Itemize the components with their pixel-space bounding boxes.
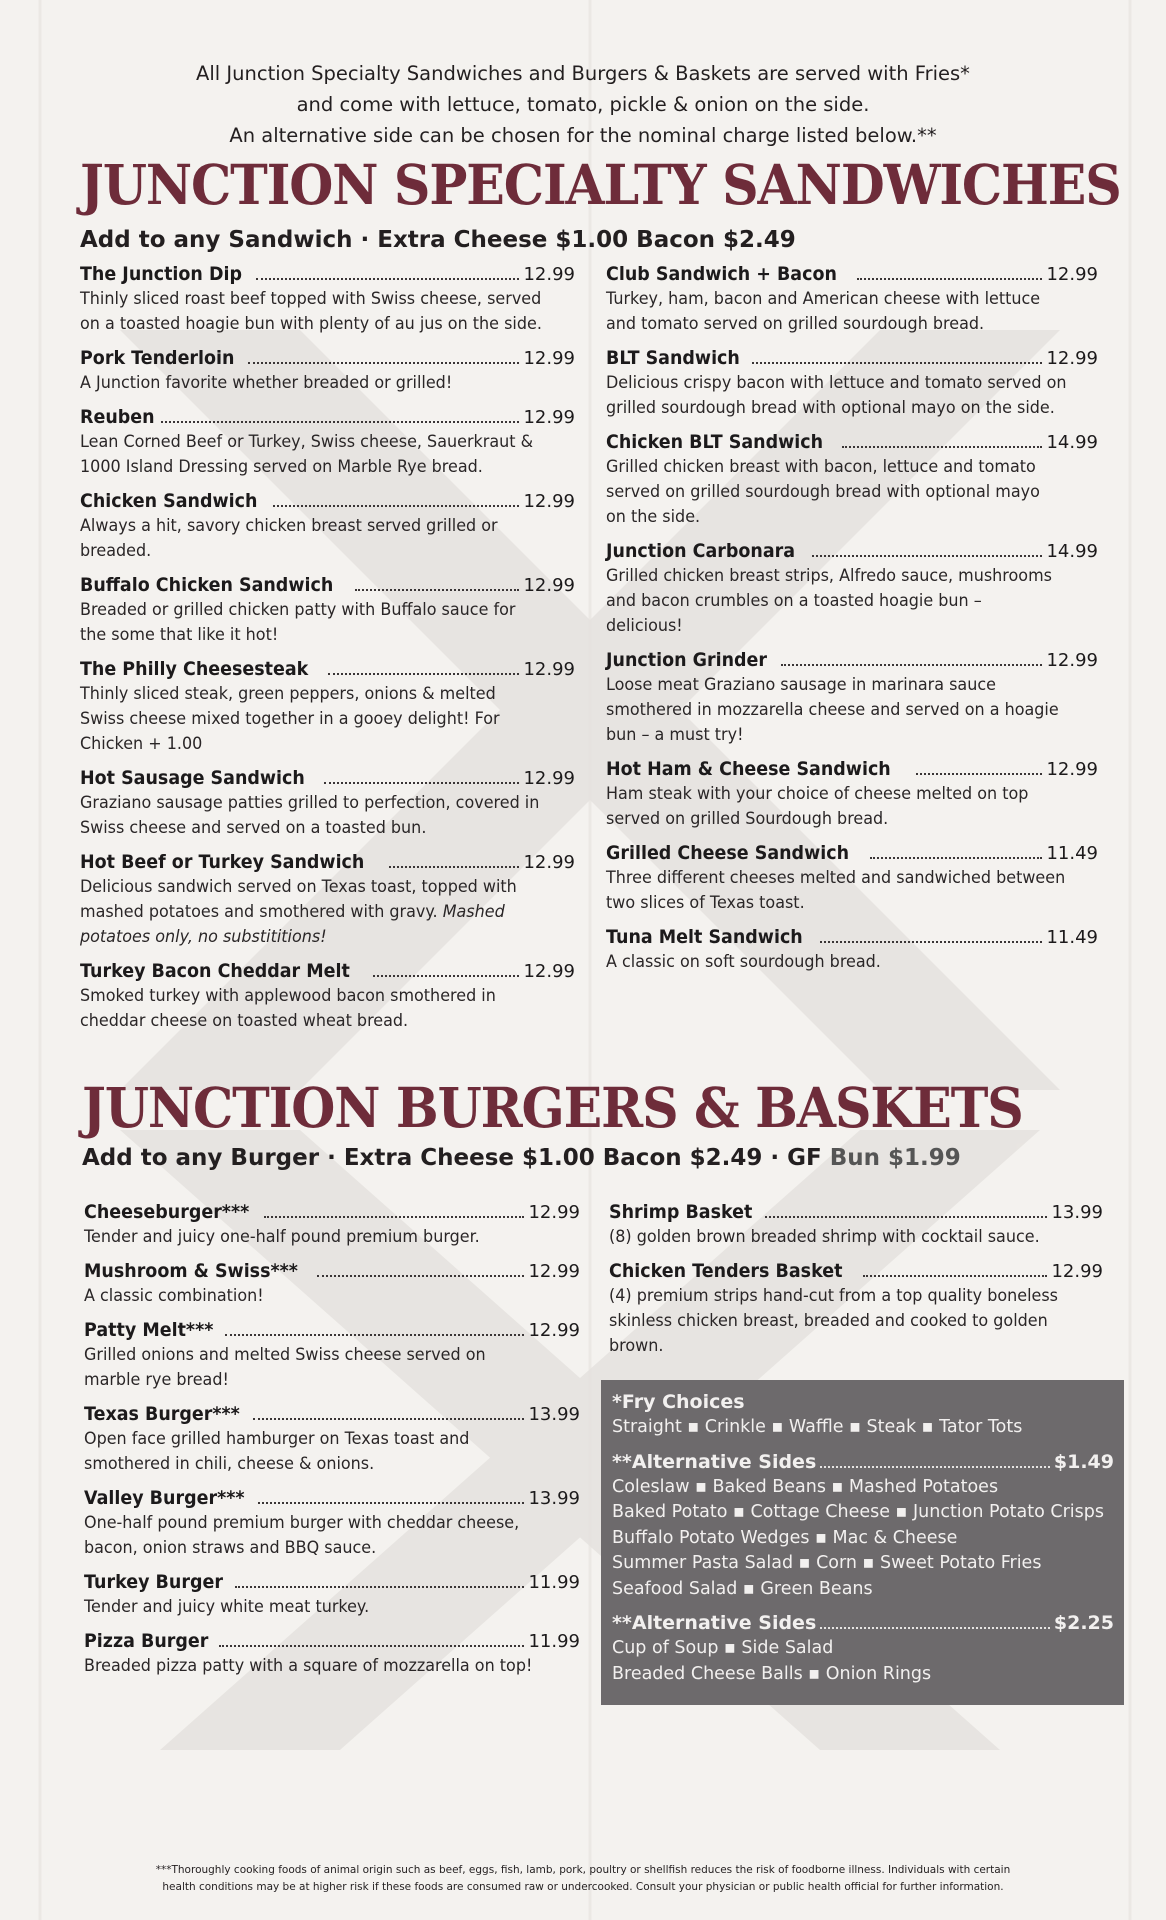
- alt-sides-list-1: [612, 1475, 1114, 1603]
- menu-item: [80, 959, 575, 1034]
- side-options-line: Baked Potato ▪ Cottage Cheese ▪ Junction Potato Crisps: [612, 1502, 1104, 1522]
- menu-item-description: Lean Corned Beef or Turkey, Swiss cheese, Sauerkraut &: [80, 432, 534, 452]
- leader-dots: [820, 941, 1043, 943]
- sandwiches-addon: Add to any Sandwich · Extra Cheese $1.00 Bacon $2.49: [80, 227, 796, 253]
- menu-item: [80, 657, 575, 757]
- menu-item-header: [606, 648, 1098, 673]
- menu-item-header: [84, 1486, 580, 1511]
- menu-item-header: [80, 850, 575, 875]
- fry-choices-list: Straight ▪ Crinkle ▪ Waffle ▪ Steak ▪ Tator Tots: [612, 1417, 1023, 1437]
- menu-item-name: Hot Ham & Cheese Sandwich: [606, 758, 891, 780]
- menu-item-header: [84, 1318, 580, 1343]
- menu-item-description: (8) golden brown breaded shrimp with cocktail sauce.: [609, 1227, 1040, 1247]
- fry-choices-group: [612, 1390, 1114, 1441]
- leader-dots: [258, 1502, 524, 1504]
- menu-item-description: Thinly sliced steak, green peppers, onions & melted: [80, 684, 496, 704]
- menu-item-name: Junction Grinder: [606, 649, 768, 671]
- menu-item-price: 12.99: [1046, 650, 1098, 671]
- menu-item-header: [606, 841, 1098, 866]
- menu-item-name: Junction Carbonara: [606, 540, 796, 562]
- menu-item-description: Delicious crispy bacon with lettuce and tomato served on: [606, 373, 1067, 393]
- disclaimer-line: health conditions may be at higher risk if these foods are consumed raw or undercooked. Consult your physician or public health official for further information.: [162, 1881, 1004, 1893]
- menu-item-price: 12.99: [528, 1261, 580, 1282]
- side-options-line: Summer Pasta Salad ▪ Corn ▪ Sweet Potato Fries: [612, 1553, 1042, 1573]
- menu-item-header: [84, 1200, 580, 1225]
- menu-item-note: potatoes only, no substititions!: [80, 927, 327, 947]
- menu-item-description: Always a hit, savory chicken breast served grilled or: [80, 516, 498, 536]
- menu-item-description: and tomato served on grilled sourdough bread.: [606, 314, 985, 334]
- menu-item-name: BLT Sandwich: [606, 347, 740, 369]
- alt-sides-heading: **Alternative Sides: [612, 1612, 817, 1634]
- menu-item-name: Grilled Cheese Sandwich: [606, 842, 850, 864]
- intro-line: and come with lettuce, tomato, pickle & onion on the side.: [296, 93, 870, 116]
- menu-item-price: 12.99: [523, 659, 575, 680]
- menu-item: [80, 405, 575, 480]
- menu-item: [80, 489, 575, 564]
- menu-item-name: Hot Beef or Turkey Sandwich: [80, 851, 365, 873]
- menu-item: [609, 1200, 1103, 1250]
- menu-item: [80, 573, 575, 648]
- menu-item-name: Shrimp Basket: [609, 1201, 753, 1223]
- menu-item: [84, 1200, 580, 1250]
- menu-item: [80, 262, 575, 337]
- menu-item-description: A classic on soft sourdough bread.: [606, 952, 881, 972]
- menu-item-description: Tender and juicy one-half pound premium burger.: [84, 1227, 480, 1247]
- menu-item-price: 13.99: [528, 1404, 580, 1425]
- menu-item: [84, 1259, 580, 1309]
- menu-item-price: 12.99: [1051, 1261, 1103, 1282]
- leader-dots: [781, 664, 1042, 666]
- menu-item-price: 12.99: [523, 491, 575, 512]
- menu-item-price: 12.99: [1046, 759, 1098, 780]
- intro-line: All Junction Specialty Sandwiches and Burgers & Baskets are served with Fries*: [196, 62, 970, 85]
- menu-item-description: Loose meat Graziano sausage in marinara sauce: [606, 675, 996, 695]
- sandwiches-right-column: [606, 262, 1098, 984]
- fry-choices-title: [612, 1390, 1114, 1415]
- menu-item-description: smothered in mozzarella cheese and served on a hoagie: [606, 700, 1059, 720]
- alt-sides-list-2: [612, 1636, 1114, 1687]
- menu-item: [84, 1570, 580, 1620]
- health-disclaimer: [0, 1862, 1166, 1896]
- menu-item: [606, 346, 1098, 421]
- menu-item-price: 12.99: [523, 768, 575, 789]
- menu-item-description: skinless chicken breast, breaded and cooked to golden: [609, 1311, 1048, 1331]
- menu-item-description: [80, 900, 545, 925]
- menu-item-header: [606, 539, 1098, 564]
- menu-item-price: 12.99: [523, 852, 575, 873]
- alt-sides-group-2: [612, 1611, 1114, 1687]
- leader-dots: [389, 866, 519, 868]
- menu-item-description: One-half pound premium burger with cheddar cheese,: [84, 1513, 520, 1533]
- menu-item-price: 11.99: [528, 1572, 580, 1593]
- menu-item-header: [606, 757, 1098, 782]
- menu-item: [606, 841, 1098, 916]
- menu-item-price: 11.99: [528, 1631, 580, 1652]
- leader-dots: [812, 555, 1043, 557]
- menu-item-description: Graziano sausage patties grilled to perfection, covered in: [80, 793, 540, 813]
- burgers-addon-gf: Bun $1.99: [829, 1145, 961, 1171]
- side-options-line: Cup of Soup ▪ Side Salad: [612, 1638, 834, 1658]
- leader-dots: [225, 1334, 525, 1336]
- intro-text: [0, 58, 1166, 151]
- leader-dots: [317, 1275, 525, 1277]
- menu-item-price: 11.49: [1046, 927, 1098, 948]
- burgers-title: JUNCTION BURGERS & BASKETS: [82, 1075, 1023, 1140]
- menu-item-header: [80, 657, 575, 682]
- leader-dots: [235, 1586, 524, 1588]
- menu-item-name: Pork Tenderloin: [80, 347, 235, 369]
- leader-dots: [256, 278, 519, 280]
- side-options-line: Coleslaw ▪ Baked Beans ▪ Mashed Potatoes: [612, 1476, 999, 1497]
- menu-item-name: Reuben: [80, 406, 155, 428]
- menu-item-header: [80, 346, 575, 371]
- menu-item-price: 14.99: [1046, 432, 1098, 453]
- leader-dots: [161, 421, 519, 423]
- menu-item-name: Tuna Melt Sandwich: [606, 926, 803, 948]
- leader-dots: [870, 857, 1042, 859]
- menu-item-name: The Philly Cheesesteak: [80, 658, 309, 680]
- menu-item-description: breaded.: [80, 541, 152, 561]
- menu-item-description: served on grilled Sourdough bread.: [606, 809, 889, 829]
- menu-item-description: (4) premium strips hand-cut from a top quality boneless: [609, 1286, 1059, 1306]
- side-options-line: Seafood Salad ▪ Green Beans: [612, 1578, 873, 1599]
- alt-sides-group-1: [612, 1450, 1114, 1603]
- leader-dots: [842, 446, 1043, 448]
- menu-item-price: 13.99: [528, 1488, 580, 1509]
- menu-item-description: bacon, onion straws and BBQ sauce.: [84, 1538, 377, 1558]
- leader-dots: [253, 1418, 524, 1420]
- alt-sides-price: $2.25: [1053, 1612, 1114, 1634]
- burgers-left-column: [84, 1200, 580, 1688]
- leader-dots: [355, 589, 519, 591]
- sandwiches-left-column: [80, 262, 575, 1043]
- menu-item-name: Club Sandwich + Bacon: [606, 263, 837, 285]
- menu-item-description: Open face grilled hamburger on Texas toast and: [84, 1429, 470, 1449]
- menu-item-name: Hot Sausage Sandwich: [80, 767, 305, 789]
- menu-item-name: Turkey Bacon Cheddar Melt: [80, 960, 350, 982]
- menu-item-description: the some that like it hot!: [80, 625, 279, 645]
- menu-item-price: 12.99: [1046, 264, 1098, 285]
- menu-item-name: Chicken Sandwich: [80, 490, 258, 512]
- menu-item-header: [80, 573, 575, 598]
- menu-item-name: Patty Melt***: [84, 1319, 214, 1341]
- leader-dots: [916, 773, 1043, 775]
- menu-item-name: Buffalo Chicken Sandwich: [80, 574, 334, 596]
- menu-item-description: Breaded or grilled chicken patty with Buffalo sauce for: [80, 600, 516, 620]
- leader-dots: [328, 673, 519, 675]
- menu-item-name: The Junction Dip: [80, 263, 242, 285]
- menu-item-price: 11.49: [1046, 843, 1098, 864]
- leader-dots: [820, 1466, 1050, 1468]
- menu-item: [609, 1259, 1103, 1359]
- menu-item: [606, 430, 1098, 530]
- menu-item-name: Cheeseburger***: [84, 1201, 250, 1223]
- menu-item: [606, 648, 1098, 748]
- leader-dots: [820, 1627, 1050, 1629]
- menu-item-header: [80, 766, 575, 791]
- menu-item-description: Three different cheeses melted and sandwiched between: [606, 868, 1066, 888]
- menu-item-description: Turkey, ham, bacon and American cheese with lettuce: [606, 289, 1041, 309]
- menu-item-note: Mashed: [442, 902, 505, 922]
- menu-item-price: 12.99: [528, 1202, 580, 1223]
- menu-item-description: bun – a must try!: [606, 725, 744, 745]
- menu-item-header: [80, 405, 575, 430]
- menu-item-description: A Junction favorite whether breaded or grilled!: [80, 373, 453, 393]
- sides-box: [601, 1380, 1124, 1705]
- alt-sides-price: $1.49: [1053, 1450, 1114, 1473]
- menu-item: [606, 925, 1098, 975]
- side-options-line: Breaded Cheese Balls ▪ Onion Rings: [612, 1663, 932, 1684]
- menu-item: [84, 1318, 580, 1393]
- menu-item-name: Turkey Burger: [84, 1571, 223, 1593]
- menu-item-header: [606, 925, 1098, 950]
- menu-item-name: Pizza Burger: [84, 1630, 209, 1652]
- menu-item-description: A classic combination!: [84, 1286, 264, 1306]
- menu-item-description: 1000 Island Dressing served on Marble Rye bread.: [80, 457, 483, 477]
- menu-item-description: Thinly sliced roast beef topped with Swiss cheese, served: [80, 289, 542, 309]
- leader-dots: [273, 505, 520, 507]
- menu-item-header: [80, 489, 575, 514]
- menu-item-header: [606, 262, 1098, 287]
- menu-item-description: Chicken + 1.00: [80, 734, 203, 754]
- leader-dots: [324, 782, 519, 784]
- menu-item-description: delicious!: [606, 616, 683, 636]
- menu-item-price: 12.99: [523, 407, 575, 428]
- menu-item-description: Grilled chicken breast strips, Alfredo sauce, mushrooms: [606, 566, 1052, 586]
- leader-dots: [373, 975, 519, 977]
- menu-item-description-text: mashed potatoes and smothered with gravy.: [80, 902, 438, 922]
- menu-item-name: Valley Burger***: [84, 1487, 245, 1509]
- leader-dots: [264, 1216, 525, 1218]
- menu-item-header: [84, 1629, 580, 1654]
- menu-item-name: Chicken BLT Sandwich: [606, 431, 824, 453]
- menu-item-description: Swiss cheese and served on a toasted bun.: [80, 818, 427, 838]
- alt-sides-heading: **Alternative Sides: [612, 1450, 817, 1473]
- menu-item-description: [80, 925, 545, 950]
- menu-item-price: 12.99: [523, 348, 575, 369]
- menu-item-header: [84, 1402, 580, 1427]
- menu-item-description: Swiss cheese mixed together in a gooey delight! For: [80, 709, 500, 729]
- burgers-addon-text: Add to any Burger · Extra Cheese $1.00 Bacon $2.49 · GF: [82, 1145, 822, 1171]
- menu-item-price: 12.99: [523, 575, 575, 596]
- leader-dots: [248, 362, 520, 364]
- menu-item-description: brown.: [609, 1336, 664, 1356]
- disclaimer-line: ***Thoroughly cooking foods of animal origin such as beef, eggs, fish, lamb, pork, poultry or shellfish reduces the risk of foodborne illness. Individuals with certain: [155, 1864, 1011, 1876]
- side-options-line: Buffalo Potato Wedges ▪ Mac & Cheese: [612, 1527, 958, 1548]
- menu-item-description: Tender and juicy white meat turkey.: [84, 1597, 370, 1617]
- leader-dots: [765, 1216, 1048, 1218]
- leader-dots: [863, 1275, 1048, 1277]
- menu-item-description: Ham steak with your choice of cheese melted on top: [606, 784, 1029, 804]
- menu-item-description: cheddar cheese on toasted wheat bread.: [80, 1011, 409, 1031]
- menu-item-description: two slices of Texas toast.: [606, 893, 805, 913]
- fry-choices-heading: *Fry Choices: [612, 1391, 745, 1413]
- menu-item-price: 14.99: [1046, 541, 1098, 562]
- menu-item: [80, 346, 575, 396]
- menu-item: [606, 757, 1098, 832]
- menu-item-header: [609, 1259, 1103, 1284]
- menu-item-description: and bacon crumbles on a toasted hoagie bun –: [606, 591, 982, 611]
- menu-item-description: served on grilled sourdough bread with optional mayo: [606, 482, 1040, 502]
- menu-item-header: [609, 1200, 1103, 1225]
- menu-item: [80, 850, 575, 950]
- burgers-right-column: [609, 1200, 1103, 1368]
- alt-sides-title-1: [612, 1450, 1114, 1475]
- leader-dots: [752, 362, 1043, 364]
- menu-item: [80, 766, 575, 841]
- menu-item-description: Grilled onions and melted Swiss cheese served on: [84, 1345, 486, 1365]
- menu-item-description: on the side.: [606, 507, 701, 527]
- menu-item: [606, 539, 1098, 639]
- intro-line: An alternative side can be chosen for the nominal charge listed below.**: [229, 124, 937, 147]
- menu-item: [84, 1629, 580, 1679]
- menu-item-header: [606, 346, 1098, 371]
- menu-item-header: [606, 430, 1098, 455]
- menu-item-header: [84, 1570, 580, 1595]
- menu-item-name: Mushroom & Swiss***: [84, 1260, 298, 1282]
- menu-item-name: Texas Burger***: [84, 1403, 240, 1425]
- alt-sides-title-2: [612, 1611, 1114, 1636]
- menu-item-header: [80, 262, 575, 287]
- menu-item-description: grilled sourdough bread with optional mayo on the side.: [606, 398, 1055, 418]
- menu-item: [84, 1402, 580, 1477]
- menu-item-header: [80, 959, 575, 984]
- menu-item-description: on a toasted hoagie bun with plenty of au jus on the side.: [80, 314, 542, 334]
- menu-item-description: Breaded pizza patty with a square of mozzarella on top!: [84, 1656, 533, 1676]
- menu-item-price: 12.99: [528, 1320, 580, 1341]
- menu-item: [606, 262, 1098, 337]
- menu-item-price: 12.99: [523, 961, 575, 982]
- leader-dots: [857, 278, 1042, 280]
- menu-item-description: marble rye bread!: [84, 1370, 229, 1390]
- menu-item-description: smothered in chili, cheese & onions.: [84, 1454, 375, 1474]
- menu-item-name: Chicken Tenders Basket: [609, 1260, 843, 1282]
- menu-item-header: [84, 1259, 580, 1284]
- leader-dots: [219, 1645, 524, 1647]
- menu-item-description: Smoked turkey with applewood bacon smothered in: [80, 986, 496, 1006]
- sandwiches-title: JUNCTION SPECIALTY SANDWICHES: [80, 152, 1121, 217]
- menu-item-price: 13.99: [1051, 1202, 1103, 1223]
- menu-item-price: 12.99: [1046, 348, 1098, 369]
- menu-item: [84, 1486, 580, 1561]
- menu-item-description: Delicious sandwich served on Texas toast, topped with: [80, 877, 517, 897]
- menu-item-description: Grilled chicken breast with bacon, lettuce and tomato: [606, 457, 1036, 477]
- burgers-addon: [82, 1145, 961, 1171]
- menu-item-price: 12.99: [523, 264, 575, 285]
